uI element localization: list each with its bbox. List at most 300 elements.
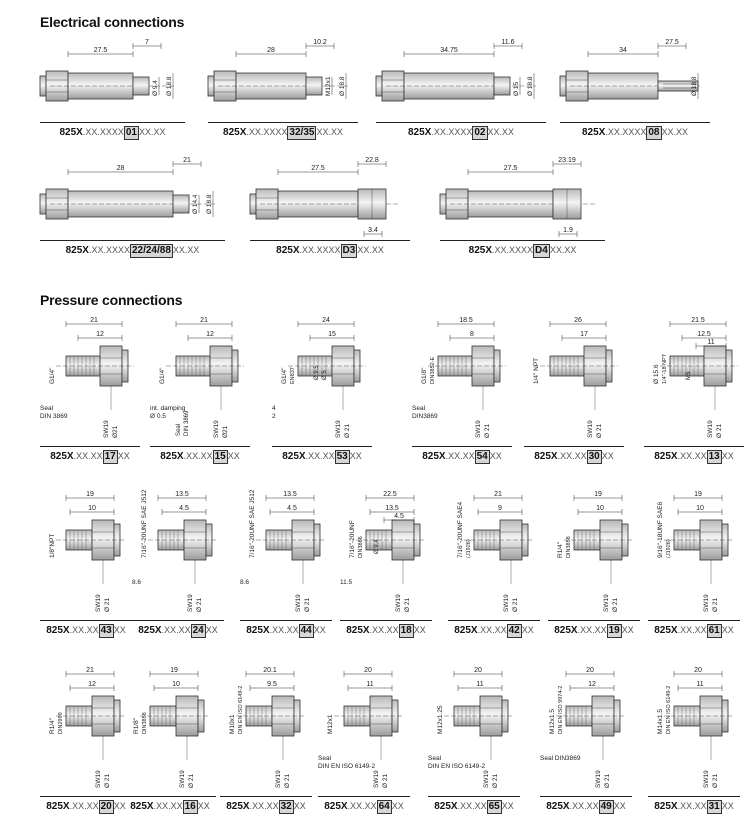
outer-diameter-label: Ø 21 [104, 773, 111, 788]
dimension-label: 20 [586, 667, 594, 674]
fitting-drawing [448, 490, 540, 614]
hex-nut [332, 346, 354, 386]
thread-stub [376, 76, 382, 96]
wrench-size-label: SW19 [95, 770, 102, 788]
fitting-drawing [648, 490, 740, 614]
outer-diameter-label: Ø 21 [604, 773, 611, 788]
code-middle: .XX.XXXX [605, 127, 647, 137]
wrench-size-label: SW19 [595, 770, 602, 788]
dimension-label: 21 [200, 317, 208, 324]
code-middle: .XX.XXXX [492, 245, 534, 255]
code-variant-box: 30 [588, 451, 600, 462]
note-label: DIN EN ISO 6149-2 [428, 763, 486, 770]
separator-rule [250, 240, 410, 241]
code-tail: XX [227, 451, 240, 461]
thread-standard-label: 1/4"-18 NPT [662, 353, 668, 384]
hex-nut [704, 346, 726, 386]
pressure-connection-15 [150, 316, 250, 466]
order-code [40, 125, 185, 140]
code-middle: .XX.XXXX [88, 245, 130, 255]
connector-drawing [250, 157, 410, 238]
order-code [40, 243, 225, 258]
thread-label: G1/8" [421, 367, 428, 384]
dimension-label: 7 [145, 39, 149, 46]
dimension-label: 13.5 [175, 491, 189, 498]
outer-diameter-label: Ø 21 [712, 597, 719, 612]
code-tail: XX [621, 625, 634, 635]
code-prefix: 825X [654, 625, 678, 636]
code-prefix: 825X [346, 625, 370, 636]
code-tail: XX.XX [316, 127, 343, 137]
note-label: 8.6 [240, 579, 250, 586]
pressure-connection-24 [132, 490, 224, 640]
thread-label: M12x1.5 [549, 709, 556, 734]
note-label: Seal [40, 405, 54, 412]
thread-standard-label: DIN2999 [58, 712, 64, 734]
code-variant-box: 18 [400, 625, 412, 636]
code-variant-box: 16 [184, 801, 196, 812]
order-code [150, 449, 250, 464]
wrench-size-label: SW19 [587, 420, 594, 438]
note-label: DIN3869 [412, 413, 438, 420]
code-variant-box: 42 [508, 625, 520, 636]
code-prefix: 825X [534, 451, 558, 462]
diameter-label: Ø 5 [322, 370, 328, 380]
dimension-label: 10 [172, 681, 180, 688]
dimension-label: 11 [476, 681, 484, 688]
code-middle: .XX.XX [369, 625, 399, 635]
connector-drawing [40, 157, 225, 238]
order-code [560, 125, 710, 140]
note-label: Seal [412, 405, 426, 412]
separator-rule [40, 122, 185, 123]
outer-diameter-label: Ø 21 [596, 423, 603, 438]
order-code [40, 623, 132, 638]
dimension-label: 27.5 [665, 39, 679, 46]
separator-rule [272, 446, 372, 447]
dimension-label: 19 [86, 491, 94, 498]
pressure-connection-13 [644, 316, 744, 466]
code-tail: XX.XX [549, 245, 577, 255]
thread-label: 1/4" NPT [533, 357, 540, 384]
fitting-drawing [220, 666, 312, 790]
dimension-label: 11.6 [501, 39, 515, 46]
separator-rule [318, 796, 410, 797]
code-middle: .XX.XX [269, 625, 299, 635]
dimension-label: 20 [474, 667, 482, 674]
note-label: Seal [428, 755, 442, 762]
note-label: Ø 0.5 [150, 413, 166, 420]
note-label: Seal DIN3869 [540, 755, 581, 762]
code-middle: .XX.XX [73, 451, 103, 461]
wrench-size-label: SW19 [179, 770, 186, 788]
dimension-label: 4.5 [179, 505, 189, 512]
code-middle: .XX.XXXX [246, 127, 288, 137]
code-tail: XX [391, 801, 404, 811]
wrench-size-label: SW19 [395, 594, 402, 612]
order-code [540, 799, 632, 814]
dimension-label: Ø 15 [513, 81, 520, 96]
dimension-label: 10.2 [313, 39, 327, 46]
fitting-drawing [40, 490, 132, 614]
separator-rule [524, 446, 624, 447]
dimension-label: 12 [588, 681, 596, 688]
dimension-label: 13.5 [385, 505, 399, 512]
outer-diameter-label: Ø 21 [484, 423, 491, 438]
separator-rule [40, 446, 140, 447]
outer-diameter-label: Ø 21 [188, 773, 195, 788]
separator-rule [644, 446, 744, 447]
seal-label: Seal [176, 423, 182, 436]
dimension-label: 21 [90, 317, 98, 324]
electrical-section-title: Electrical connections [40, 14, 185, 30]
fitting-drawing [428, 666, 520, 790]
connector-head [133, 77, 149, 95]
dimension-label: 11 [707, 339, 715, 346]
dimension-label: 21.5 [691, 317, 705, 324]
note-label: DIN EN ISO 6149-2 [318, 763, 376, 770]
wrench-size-label: SW19 [373, 770, 380, 788]
code-tail: XX [721, 625, 734, 635]
pressure-connection-17 [40, 316, 140, 466]
fitting-drawing [644, 316, 744, 440]
order-code [412, 449, 512, 464]
thread-label: G1/4" [281, 367, 288, 384]
order-code [448, 623, 540, 638]
dimension-label: Ø 18.8 [527, 76, 534, 96]
code-prefix: 825X [226, 801, 250, 812]
pressure-connection-19 [548, 490, 640, 640]
code-variant-box: 54 [476, 451, 488, 462]
wrench-size-label: SW19 [703, 594, 710, 612]
code-variant-box: D4 [535, 245, 548, 256]
code-tail: XX.XX [172, 245, 200, 255]
hex-nut [584, 346, 606, 386]
dimension-label: 11 [696, 681, 704, 688]
thread-label: 1/8"NPT [49, 533, 56, 558]
thread-stub [208, 76, 214, 96]
code-variant-box: 32 [280, 801, 292, 812]
code-middle: .XX.XX [161, 625, 191, 635]
dimension-label: 19 [170, 667, 178, 674]
dimension-label: 27.5 [93, 47, 108, 54]
electrical-connection-4 [560, 39, 710, 142]
thread-label: M10x1 [229, 714, 236, 734]
thread-standard-label: DIN EN ISO 9974-2 [558, 685, 564, 734]
separator-rule [428, 796, 520, 797]
connector-head [173, 195, 189, 213]
thread-label: M12x1.25 [437, 705, 444, 734]
order-code [648, 799, 740, 814]
dimension-label: M12x1 [325, 76, 332, 96]
code-tail: XX [521, 625, 534, 635]
pressure-section-title: Pressure connections [40, 292, 183, 308]
electrical-connection-3 [376, 39, 546, 142]
pressure-connection-65 [428, 666, 520, 816]
pressure-connection-49 [540, 666, 632, 816]
pressure-connection-44 [240, 490, 332, 640]
outer-diameter-label: Ø 21 [344, 423, 351, 438]
dimension-label: 17 [580, 331, 588, 338]
dimension-label: 22.8 [365, 157, 379, 164]
order-code [220, 799, 312, 814]
dimension-label: Ø 18.8 [166, 76, 173, 96]
code-prefix: 825X [59, 127, 83, 138]
code-variant-box: 24 [192, 625, 204, 636]
electrical-connection-5 [40, 157, 225, 260]
note-label: int. damping [150, 405, 186, 412]
thread-standard-label: DIN EN ISO 6149-2 [238, 685, 244, 734]
thread-label: 7/16"-20UNF SAE4 [457, 501, 464, 558]
dimension-label: 19 [694, 491, 702, 498]
order-code [132, 623, 224, 638]
outer-diameter-label: Ø 21 [104, 597, 111, 612]
wrench-size-label: SW19 [707, 420, 714, 438]
dimension-label: 10 [596, 505, 604, 512]
thread-label: Ø 15.6 [653, 364, 660, 384]
code-prefix: 825X [246, 625, 270, 636]
code-variant-box: 01 [125, 127, 137, 138]
pressure-connection-42 [448, 490, 540, 640]
order-code [208, 125, 358, 140]
code-prefix: 825X [422, 451, 446, 462]
code-middle: .XX.XX [557, 451, 587, 461]
connector-drawing [208, 39, 358, 120]
code-tail: XX [349, 451, 362, 461]
code-tail: XX [197, 801, 210, 811]
thread-label: 9/16"-18UNF SAE6 [657, 501, 664, 558]
note-label: 8.6 [132, 579, 142, 586]
thread-standard-label: DIN EN ISO 6149-2 [666, 685, 672, 734]
pressure-connection-43 [40, 490, 132, 640]
dimension-label: 10 [88, 505, 96, 512]
code-tail: XX [205, 625, 218, 635]
code-variant-box: 31 [708, 801, 720, 812]
dimension-label: 28 [267, 47, 275, 54]
thread-label: 7/16"-20UNF [349, 520, 356, 558]
code-variant-box: 17 [104, 451, 116, 462]
thread-label: G1/4" [159, 367, 166, 384]
dimension-label: 9 [498, 505, 502, 512]
dimension-label: 34 [619, 47, 627, 54]
separator-rule [540, 796, 632, 797]
wrench-size-label: SW19 [213, 420, 220, 438]
code-prefix: 825X [407, 127, 432, 138]
code-prefix: 825X [434, 801, 458, 812]
code-tail: XX.XX [357, 245, 384, 255]
note-label: 11.5 [340, 579, 353, 586]
code-prefix: 825X [138, 625, 162, 636]
connector-head [494, 77, 510, 95]
code-tail: XX [489, 451, 502, 461]
code-middle: .XX.XX [577, 625, 607, 635]
fitting-drawing [40, 316, 140, 440]
dimension-label: Ø 14.4 [192, 194, 199, 214]
wrench-size-label: SW19 [703, 770, 710, 788]
separator-rule [440, 240, 605, 241]
code-middle: .XX.XX [249, 801, 279, 811]
separator-rule [208, 122, 358, 123]
dimension-label: 19 [594, 491, 602, 498]
code-tail: XX [117, 451, 130, 461]
separator-rule [220, 796, 312, 797]
order-code [440, 243, 605, 258]
code-variant-box: 02 [474, 127, 486, 138]
pressure-connection-54 [412, 316, 512, 466]
pressure-connection-20 [40, 666, 132, 816]
dimension-label: 22.5 [383, 491, 397, 498]
dimension-label: Ø 18.8 [691, 76, 698, 96]
outer-diameter-label: Ø 21 [196, 597, 203, 612]
code-variant-box: 53 [336, 451, 348, 462]
code-variant-box: 19 [608, 625, 620, 636]
code-variant-box: 44 [300, 625, 312, 636]
code-prefix: 825X [546, 801, 570, 812]
separator-rule [548, 620, 640, 621]
code-middle: .XX.XX [445, 451, 475, 461]
separator-rule [648, 796, 740, 797]
connector-head [306, 77, 322, 95]
thread-label: M14x1.5 [657, 709, 664, 734]
code-prefix: 825X [276, 245, 300, 256]
pressure-connection-53 [272, 316, 372, 466]
code-prefix: 825X [654, 801, 678, 812]
hex-nut [210, 346, 232, 386]
code-middle: .XX.XX [677, 801, 707, 811]
wrench-size-label: SW19 [95, 594, 102, 612]
fitting-drawing [132, 490, 224, 614]
connector-drawing [376, 39, 546, 120]
code-tail: XX.XX [661, 127, 689, 137]
fitting-drawing [240, 490, 332, 614]
code-prefix: 825X [468, 245, 492, 256]
code-middle: .XX.XX [569, 801, 599, 811]
code-tail: XX.XX [139, 127, 166, 137]
pressure-connection-30 [524, 316, 624, 466]
diameter-label: Ø 9.5 [314, 365, 320, 380]
dimension-label: 34.75 [440, 47, 458, 54]
order-code [124, 799, 216, 814]
thread-standard-label: (J1926) [666, 539, 672, 558]
outer-diameter-label: Ø 21 [716, 423, 723, 438]
code-prefix: 825X [50, 451, 74, 462]
code-prefix: 825X [130, 801, 154, 812]
code-variant-box: 13 [708, 451, 720, 462]
code-tail: XX [113, 625, 126, 635]
code-tail: XX [501, 801, 514, 811]
thread-standard-label: (J1926) [466, 539, 472, 558]
outer-diameter-label: Ø 21 [612, 597, 619, 612]
code-middle: .XX.XX [677, 451, 707, 461]
wrench-size-label: SW19 [475, 420, 482, 438]
code-prefix: 825X [554, 625, 578, 636]
pressure-connection-61 [648, 490, 740, 640]
dimension-label: 3.4 [368, 227, 378, 234]
thread-stub [560, 76, 566, 96]
code-variant-box: D3 [342, 245, 356, 256]
code-middle: .XX.XX [153, 801, 183, 811]
code-tail: XX [313, 625, 326, 635]
dimension-label: 20.1 [263, 667, 277, 674]
fitting-drawing [340, 490, 432, 614]
dimension-label: 4.5 [287, 505, 297, 512]
dimension-label: Ø 9.4 [152, 80, 159, 96]
outer-diameter-label: Ø 21 [284, 773, 291, 788]
wrench-size-label: SW19 [335, 420, 342, 438]
outer-diameter-label: Ø 21 [382, 773, 389, 788]
code-variant-box: 61 [708, 625, 720, 636]
fitting-drawing [540, 666, 632, 790]
dimension-label: 26 [574, 317, 582, 324]
separator-rule [448, 620, 540, 621]
dimension-label: 21 [183, 157, 191, 164]
code-variant-box: 64 [378, 801, 390, 812]
code-variant-box: 08 [648, 127, 660, 138]
order-code [40, 799, 132, 814]
connector-drawing [440, 157, 605, 238]
code-variant-box: 49 [600, 801, 612, 812]
code-variant-box: 22/24/88 [131, 245, 171, 256]
thread-stub [250, 194, 256, 214]
dimension-label: 21 [86, 667, 94, 674]
code-prefix: 825X [46, 801, 70, 812]
thread-standard-label: DIN3858 [142, 712, 148, 734]
electrical-connection-2 [208, 39, 358, 142]
hex-nut [100, 346, 122, 386]
electrical-connection-1 [40, 39, 185, 142]
dimension-label: 28 [116, 165, 125, 172]
dimension-label: 12.5 [697, 331, 711, 338]
dimension-label: 27.5 [311, 165, 325, 172]
order-code [548, 623, 640, 638]
thread-standard-label: DIN3858 [566, 536, 572, 558]
electrical-connection-7 [440, 157, 605, 260]
note-label: Seal [318, 755, 332, 762]
outer-diameter-label: Ø 21 [492, 773, 499, 788]
dimension-label: 18.5 [459, 317, 473, 324]
separator-rule [132, 620, 224, 621]
order-code [340, 623, 432, 638]
code-prefix: 825X [324, 801, 348, 812]
electrical-connection-6 [250, 157, 410, 260]
code-prefix: 825X [581, 127, 606, 138]
order-code [648, 623, 740, 638]
dimension-label: 11 [366, 681, 374, 688]
separator-rule [648, 620, 740, 621]
separator-rule [40, 240, 225, 241]
dimension-label: 12 [206, 331, 214, 338]
fitting-drawing [548, 490, 640, 614]
code-variant-box: 32/35 [289, 127, 315, 138]
code-prefix: 825X [223, 127, 247, 138]
code-tail: XX [113, 801, 126, 811]
order-code [318, 799, 410, 814]
dimension-label: 12 [88, 681, 96, 688]
code-prefix: 825X [46, 625, 70, 636]
thread-standard-label: DIN3866 [358, 536, 364, 558]
note-label: 4 [272, 405, 276, 412]
code-variant-box: 20 [100, 801, 112, 812]
thread-stub [440, 194, 446, 214]
thread-standard-label: DIN3852-E [430, 356, 436, 384]
dimension-label: 23.19 [558, 157, 576, 164]
dimension-label: 9.5 [267, 681, 277, 688]
dimension-label: 4.5 [394, 513, 404, 520]
thread-label: 7/16"-20UNF SAE J512 [249, 489, 256, 558]
separator-rule [40, 620, 132, 621]
wrench-size-label: SW19 [603, 594, 610, 612]
note-label: DIN 3869 [40, 413, 68, 420]
